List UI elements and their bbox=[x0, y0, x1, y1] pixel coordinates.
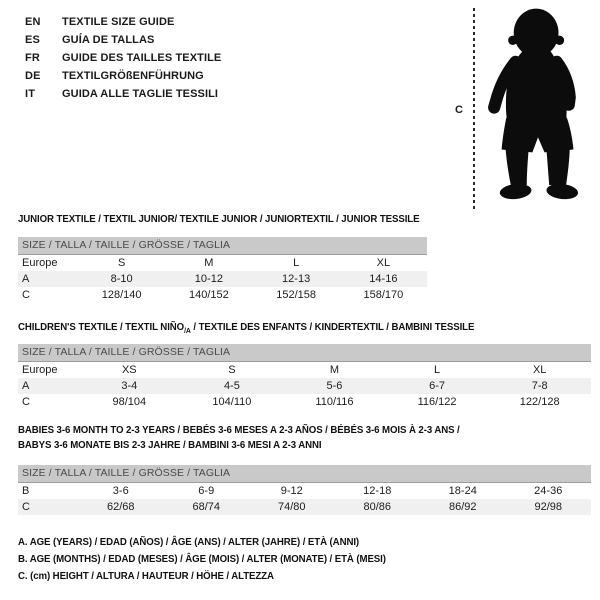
table-row bbox=[18, 499, 591, 515]
junior-table bbox=[18, 237, 427, 303]
footnotes bbox=[18, 534, 418, 585]
cell: 9-12 bbox=[280, 484, 303, 497]
cell: 3-6 bbox=[112, 484, 129, 497]
cell: 4-5 bbox=[181, 378, 284, 394]
cell: S bbox=[228, 363, 236, 376]
cell: 14-16 bbox=[340, 271, 427, 287]
title-line-2: BABYS 3-6 MONATE BIS 2-3 JAHRE / BAMBINI 3-6 MESI A 2-3 ANNI bbox=[18, 439, 322, 451]
cell: 116/122 bbox=[417, 395, 457, 408]
cell: S bbox=[117, 256, 126, 269]
cell: 6-9 bbox=[198, 484, 215, 497]
language-row-es bbox=[25, 31, 221, 49]
cell: 7-8 bbox=[488, 378, 591, 394]
size-header: SIZE / TALLA / TAILLE / GRÖSSE / TAGLIA bbox=[18, 237, 427, 254]
babies-table-title bbox=[18, 423, 498, 453]
cell: L bbox=[434, 363, 441, 376]
title-line-1: BABIES 3-6 MONTH TO 2-3 YEARS / BEBÉS 3-6 MESES A 2-3 AÑOS / BÉBÉS 3-6 MOIS À 2-3 ANS / bbox=[18, 424, 460, 436]
junior-table-title: JUNIOR TEXTILE / TEXTIL JUNIOR/ TEXTILE JUNIOR / JUNIORTEXTIL / JUNIOR TESSILE bbox=[18, 213, 420, 225]
cell: L bbox=[293, 256, 300, 269]
footnote-b: B. AGE (MONTHS) / EDAD (MESES) / ÂGE (MOIS) / ALTER (MONATE) / ETÀ (MESI) bbox=[18, 553, 386, 565]
cell: M bbox=[329, 363, 340, 376]
table-row bbox=[18, 287, 427, 303]
cell: 18-24 bbox=[448, 484, 477, 497]
cell: 104/110 bbox=[212, 395, 252, 408]
cell: 12-18 bbox=[363, 484, 392, 497]
language-code: FR bbox=[25, 52, 41, 64]
language-title: GUIDA ALLE TAGLIE TESSILI bbox=[62, 88, 219, 100]
language-title: GUIDE DES TAILLES TEXTILE bbox=[62, 52, 222, 64]
title-text: CHILDREN'S TEXTILE / TEXTIL NIÑO bbox=[18, 321, 185, 333]
row-label: Europe bbox=[22, 256, 58, 269]
cell: XL bbox=[376, 256, 391, 269]
language-row-fr bbox=[25, 49, 221, 67]
cell: 62/68 bbox=[78, 499, 164, 515]
childrens-table-title bbox=[18, 320, 474, 338]
language-title: GUÍA DE TALLAS bbox=[62, 34, 155, 46]
language-row-de bbox=[25, 67, 221, 85]
cell: 6-7 bbox=[386, 378, 489, 394]
cell: 128/140 bbox=[101, 288, 142, 301]
language-title: TEXTILGRÖßENFÜHRUNG bbox=[62, 70, 204, 82]
row-label: A bbox=[18, 378, 78, 394]
size-header-row bbox=[18, 465, 591, 482]
cell: 92/98 bbox=[506, 499, 592, 515]
language-list bbox=[25, 13, 221, 103]
language-row-en bbox=[25, 13, 221, 31]
title-subscript: /A bbox=[184, 326, 191, 336]
cell: 74/80 bbox=[249, 499, 335, 515]
height-measure-label: C bbox=[455, 104, 463, 116]
table-row bbox=[18, 271, 427, 287]
language-title: TEXTILE SIZE GUIDE bbox=[62, 16, 175, 28]
baby-height-figure bbox=[452, 2, 598, 214]
cell: 122/128 bbox=[519, 395, 560, 408]
cell: 5-6 bbox=[283, 378, 386, 394]
cell: 8-10 bbox=[78, 271, 165, 287]
row-label: C bbox=[22, 288, 30, 301]
baby-silhouette-icon bbox=[482, 3, 594, 213]
cell: 3-4 bbox=[78, 378, 181, 394]
cell: 12-13 bbox=[253, 271, 340, 287]
language-code: DE bbox=[25, 70, 41, 82]
table-row bbox=[18, 254, 427, 271]
row-label: Europe bbox=[22, 363, 58, 376]
row-label: B bbox=[22, 484, 30, 497]
cell: M bbox=[204, 256, 214, 269]
row-label: C bbox=[22, 395, 30, 408]
cell: 98/104 bbox=[112, 395, 147, 408]
language-row-it bbox=[25, 85, 221, 103]
cell: 80/86 bbox=[335, 499, 421, 515]
row-label: A bbox=[18, 271, 78, 287]
childrens-table bbox=[18, 344, 591, 410]
cell: XL bbox=[532, 363, 547, 376]
cell: XS bbox=[121, 363, 137, 376]
row-label: C bbox=[18, 499, 78, 515]
cell: 86/92 bbox=[420, 499, 506, 515]
footnote-c: C. (cm) HEIGHT / ALTURA / HAUTEUR / HÖHE / ALTEZZA bbox=[18, 570, 274, 582]
cell: 24-36 bbox=[534, 484, 563, 497]
language-code: IT bbox=[25, 88, 36, 100]
babies-table bbox=[18, 465, 591, 515]
cell: 68/74 bbox=[164, 499, 250, 515]
cell: 110/116 bbox=[315, 395, 354, 408]
size-header-row bbox=[18, 237, 427, 254]
height-dashed-line bbox=[473, 8, 475, 210]
language-code: ES bbox=[25, 34, 41, 46]
title-text: / TEXTILE DES ENFANTS / KINDERTEXTIL / BAMBINI TESSILE bbox=[190, 321, 475, 333]
size-header: SIZE / TALLA / TAILLE / GRÖSSE / TAGLIA bbox=[18, 465, 591, 482]
size-header: SIZE / TALLA / TAILLE / GRÖSSE / TAGLIA bbox=[18, 344, 591, 361]
table-row bbox=[18, 394, 591, 410]
cell: 140/152 bbox=[188, 288, 229, 301]
cell: 158/170 bbox=[363, 288, 404, 301]
language-code: EN bbox=[25, 16, 41, 28]
table-row bbox=[18, 482, 591, 499]
footnote-a: A. AGE (YEARS) / EDAD (AÑOS) / ÂGE (ANS) / ALTER (JAHRE) / ETÀ (ANNI) bbox=[18, 536, 360, 548]
cell: 152/158 bbox=[276, 288, 316, 301]
table-row bbox=[18, 378, 591, 394]
table-row bbox=[18, 361, 591, 378]
cell: 10-12 bbox=[165, 271, 252, 287]
size-header-row bbox=[18, 344, 591, 361]
